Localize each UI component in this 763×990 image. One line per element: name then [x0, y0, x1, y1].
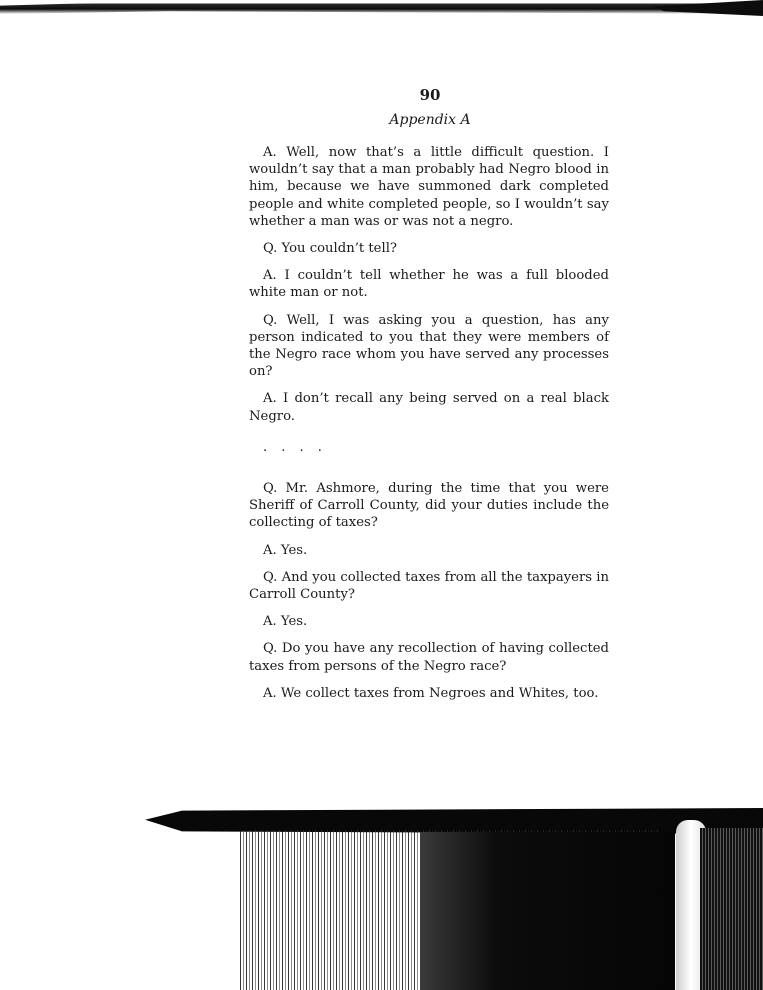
paragraph: Q. Well, I was asking you a question, has any person indicated to you that they were members of the Negro race whom you have served any processes on?	[249, 312, 609, 380]
paragraph: Q. You couldn’t tell?	[263, 241, 397, 257]
paragraph: A. We collect taxes from Negroes and Whites, too.	[263, 685, 599, 701]
paragraph: Q. Do you have any recollection of having collected taxes from persons of the Negro race?	[249, 641, 609, 674]
scan-top-edge	[0, 0, 763, 14]
appendix-title: Appendix A	[389, 112, 471, 128]
paragraph: A. Yes.	[263, 542, 308, 558]
paragraph: A. Well, now that’s a little difficult question. I wouldn’t say that a man probably had Negro blood in him, because we have summoned dark completed people and white completed people, so I wouldn’t say whether a man was or was not a negro.	[249, 145, 609, 229]
omission-ellipsis: . . . .	[263, 439, 327, 455]
paragraph: Q. Mr. Ashmore, during the time that you were Sheriff of Carroll County, did your duties include the collecting of taxes?	[249, 481, 609, 531]
scan-dark-block	[420, 832, 675, 990]
document-body	[249, 144, 609, 712]
paragraph: A. I couldn’t tell whether he was a full blooded white man or not.	[249, 268, 609, 301]
paragraph: A. I don’t recall any being served on a real black Negro.	[249, 391, 609, 424]
paragraph: A. Yes.	[263, 614, 308, 630]
page-number: 90	[419, 86, 441, 104]
scan-right-block	[700, 828, 763, 990]
paragraph: Q. And you collected taxes from all the taxpayers in Carroll County?	[249, 569, 609, 603]
